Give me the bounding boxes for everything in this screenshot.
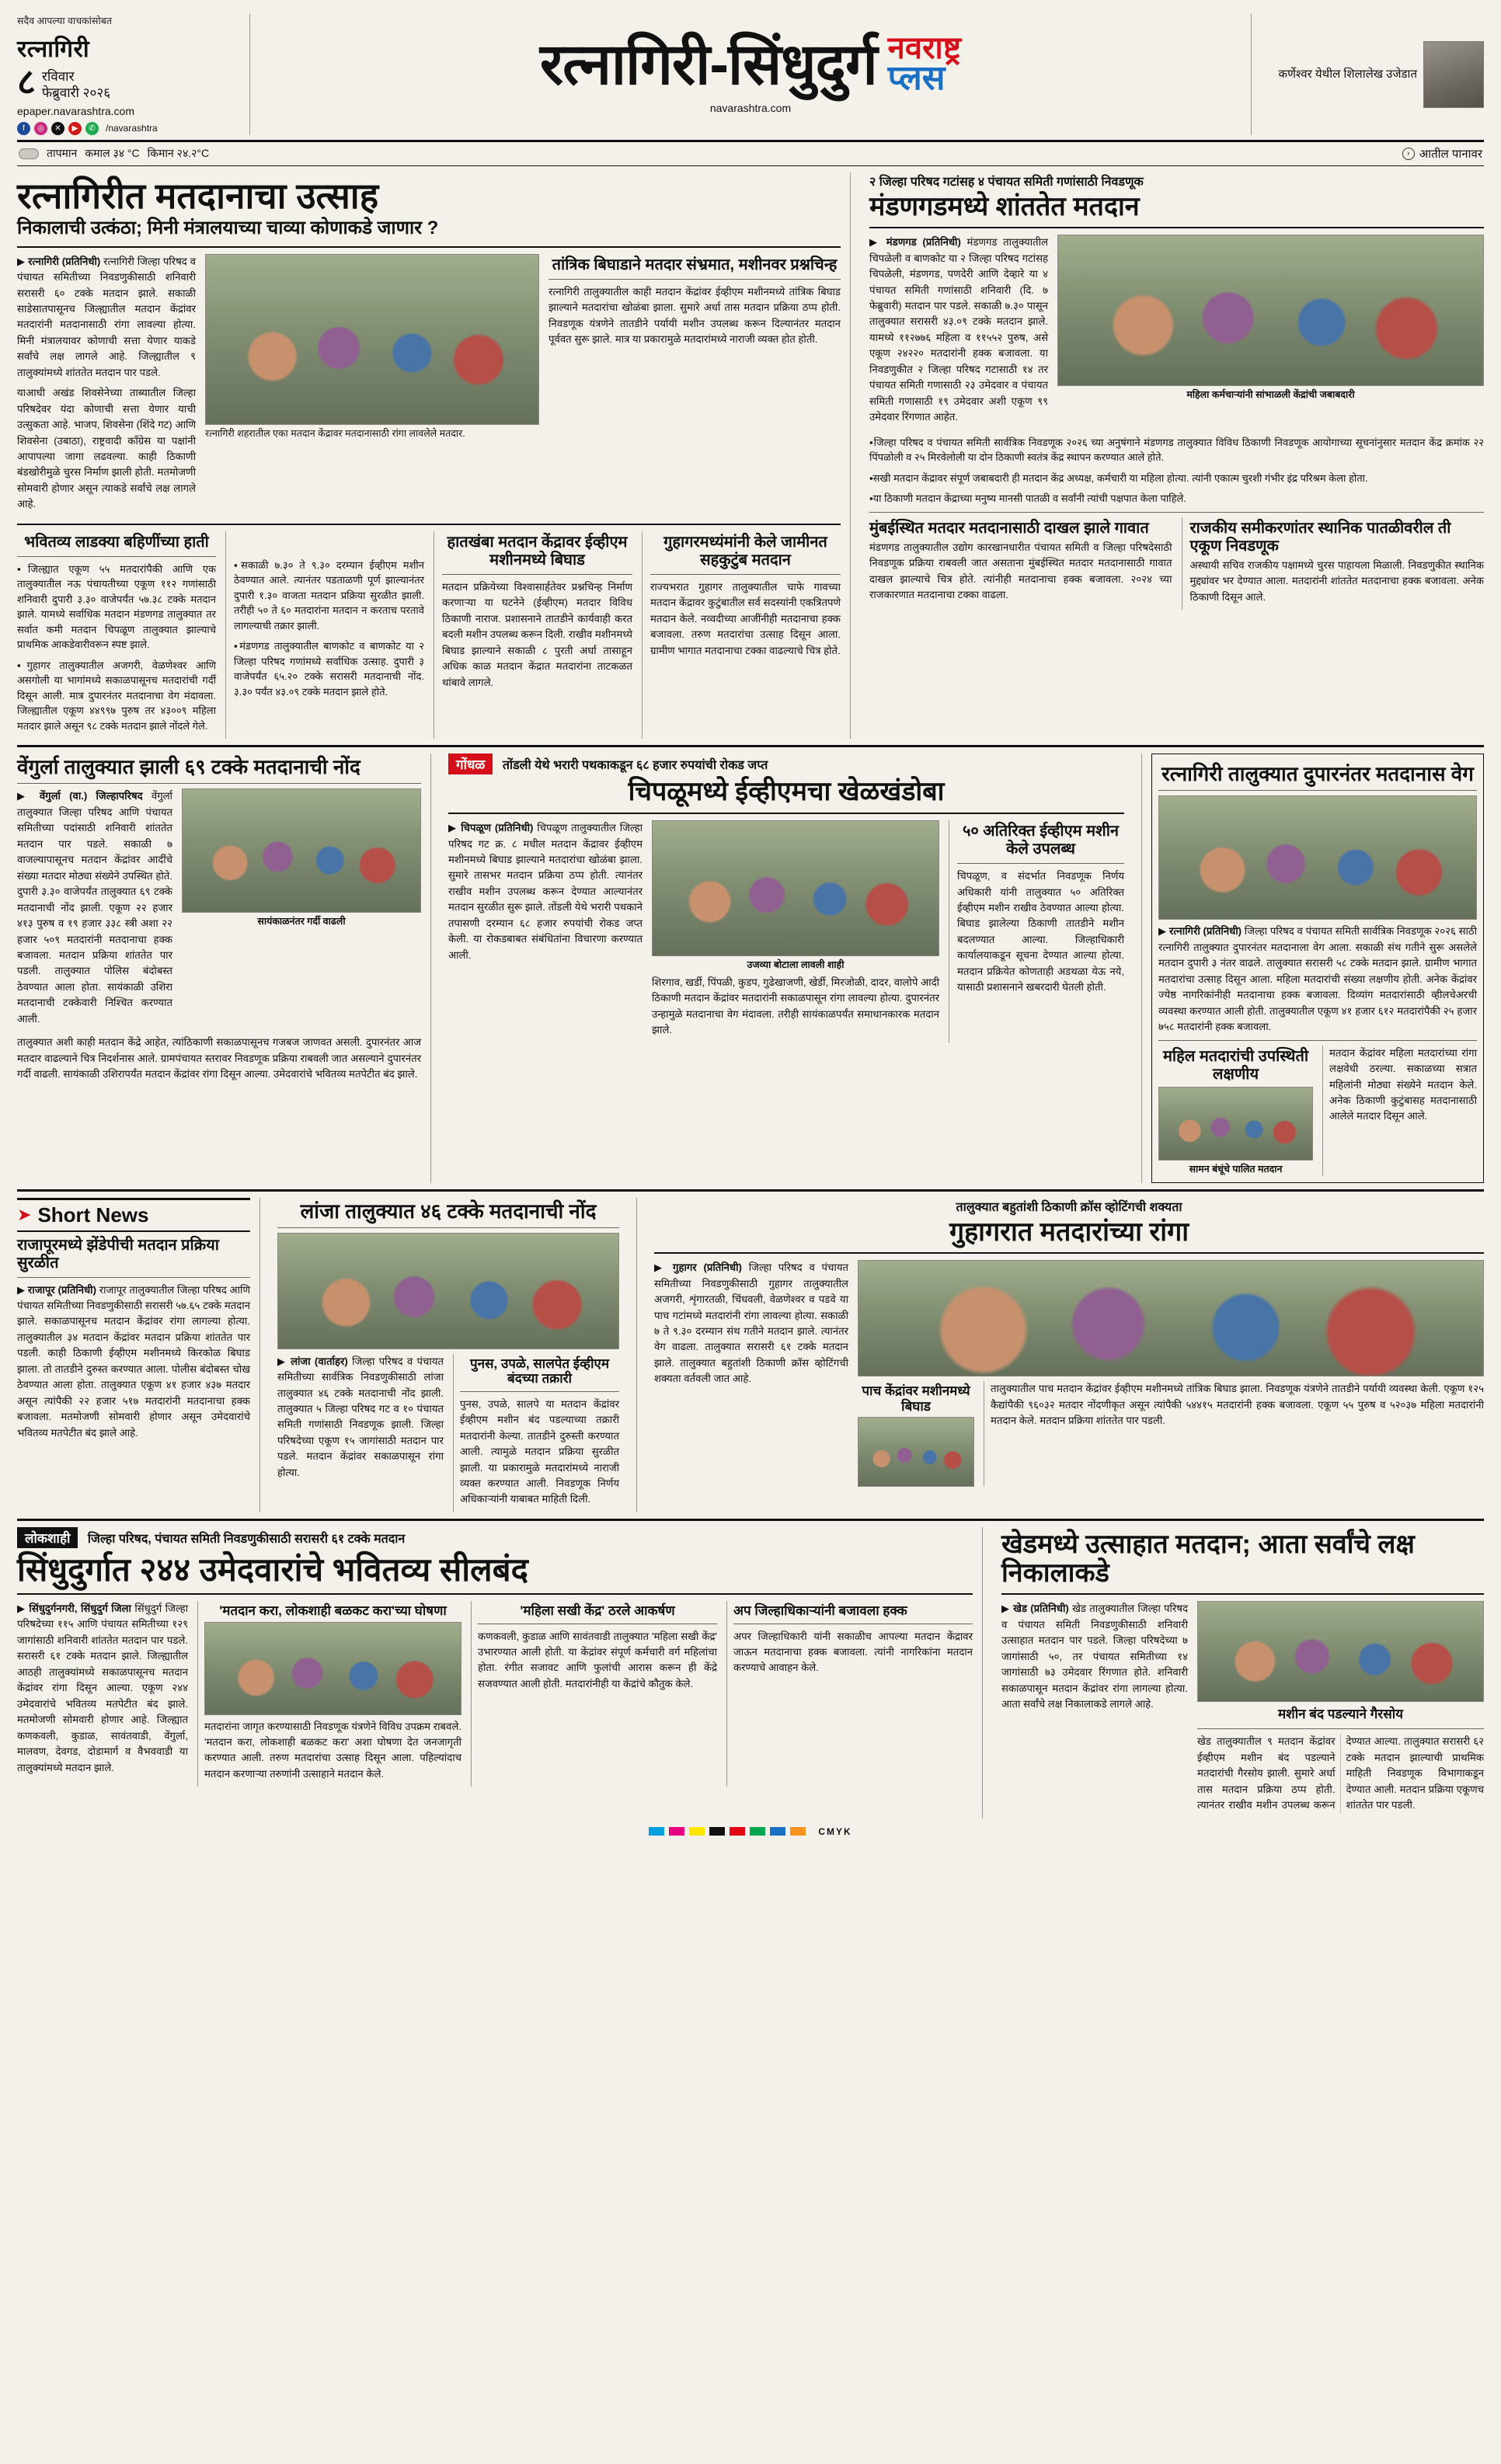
social-links bbox=[17, 122, 242, 135]
cmyk-label: CMYK bbox=[818, 1825, 852, 1837]
color-dot bbox=[649, 1827, 664, 1836]
ratnagiri-taluka-sub-right bbox=[1322, 1046, 1477, 1176]
guhagar-sub-headline: पाच केंद्रांवर मशीनमध्ये बिघाड bbox=[862, 1383, 970, 1414]
lokshahi-col-4 bbox=[726, 1601, 973, 1787]
lanja-para: ▶ लांजा (वार्ताहर) जिल्हा परिषद व पंचायत समितीच्या सार्वत्रिक निवडणुकीसाठी लांजा तालुक्यात ४६ टक्के मतदानाची नोंद झाली. तालुक्यात ५ जिल्हा परिषद गट व १० पंचायत समिती गणांसाठी निवडणूक झाली. जिल्हा परिषदेच्या एकूण १५ जागांसाठी मतदान पार पडले. मतदान केंद्रांवर सकाळपासून रांगा होत्या. bbox=[277, 1355, 444, 1478]
ratnagiri-taluka-para: ▶ रत्नागिरी (प्रतिनिधी) जिल्हा परिषद व पंचायत समिती सार्वत्रिक निवडणूक २०२६ साठी रत्नागिरी तालुक्यात दुपारनंतर मतदानाला वेग आला. सकाळी संथ गतीने सुरू असलेले मतदान दुपारी ३ नंतर वाढले. तालुक्यात सरासरी ५८ टक्के मतदान झाले. ग्रामीण भागात मतदारांचा उत्साह दिसून आला. महिला मतदारांची संख्या लक्षणीय होती. अनेक केंद्रांवर ज्येष्ठ नागरिकांनीही मतदानाचा हक्क बजावला. दिव्यांग मतदारांसाठी व्हीलचेअरची व्यवस्था करण्यात आली होती. तालुक्यातील एकूण ४१ हजार ६१२ मतदारांपैकी २५ हजार ७५८ मतदारांनी हक्क बजावला. bbox=[1158, 925, 1477, 1033]
lead-top-grid bbox=[17, 254, 841, 517]
list-item: ▪ जिल्हा परिषद व पंचायत समिती सार्वत्रिक निवडणूक २०२६ च्या अनुषंगाने मंडणगड तालुक्यात विविध ठिकाणी निवडणूक आयोगाच्या सूचनांनुसार मतदान केंद्र क्रमांक २२ पिंपळोली व २५ मिरवेलोली या दोन ठिकाणी स्वतंत्र केंद्र स्थापन करण्यात आले होते. bbox=[869, 435, 1484, 465]
row-four bbox=[17, 1527, 1484, 1818]
lokshahi-headline: सिंधुदुर्गात २४४ उमेदवारांचे भवितव्य सीलबंद bbox=[17, 1550, 528, 1588]
lead-tech-body: रत्नागिरी तालुक्यातील काही मतदान केंद्रांवर ईव्हीएम मशीनमध्ये तांत्रिक बिघाड झाल्याने मतदारांचा खोळंबा झाला. सुमारे अर्धा तास मतदान प्रक्रिया ठप्प होती. निवडणूक यंत्रणेने तातडीने पर्यायी मशीन उपलब्ध करून दिल्यानंतर मतदान पूर्ववत सुरू झाले. मात्र या प्रकारामुळे मतदारांमध्ये नाराजी व्यक्त होत होती. bbox=[549, 285, 841, 345]
list-item: ▪ सकाळी ७.३० ते ९.३० दरम्यान ईव्हीएम मशीन ठेवण्यात आले. त्यानंतर पडताळणी पूर्ण झाल्यानंतर दुपारी १.३० वाजता मतदान प्रक्रिया सुरळीत झाली. तरीही ५० ते ६० मतदारांना मतदान न करताच परतावे लागल्याची तक्रार झाली. bbox=[234, 558, 424, 634]
chiplun-sidebar-headline: ५० अतिरिक्त ईव्हीएम मशीन केले उपलब्ध bbox=[962, 823, 1120, 858]
ratnagiri-taluka-sub-left bbox=[1158, 1046, 1313, 1176]
guhagar-grid bbox=[654, 1260, 1484, 1487]
ratnagiri-taluka-sub bbox=[1158, 1046, 1477, 1176]
khed-story bbox=[992, 1527, 1484, 1818]
khed-text bbox=[1001, 1601, 1188, 1818]
weather-max: कमाल ३४ °C bbox=[85, 147, 140, 159]
short-news-title: Short News bbox=[37, 1202, 149, 1227]
khed-grid bbox=[1001, 1601, 1484, 1818]
arrow-right-icon: › bbox=[1402, 148, 1415, 160]
lead-bullets-2 bbox=[234, 558, 424, 700]
khed-headline: खेडमध्ये उत्साहात मतदान; आता सर्वांचे लक्ष निकालाकडे bbox=[1001, 1529, 1415, 1588]
guhagar-text bbox=[654, 1260, 848, 1487]
inside-page-link[interactable] bbox=[1402, 146, 1482, 162]
social-handle: /navarashtra bbox=[106, 123, 158, 134]
lokshahi-sub-body-2: कणकवली, कुडाळ आणि सावंतवाडी तालुक्यात 'महिला सखी केंद्र' उभारण्यात आली होती. या केंद्रांवर संपूर्ण कर्मचारी वर्ग महिलांचा होता. रंगीत सजावट आणि फुलांची आरास करून ही केंद्रे सजवण्यात आली होती. मतदारांनीही या केंद्रांचे कौतुक केले. bbox=[478, 1630, 717, 1690]
column-divider bbox=[982, 1527, 983, 1818]
vengurla-photo bbox=[182, 788, 421, 913]
short-news-headline: राजापूरमध्ये झेंडेपीची मतदान प्रक्रिया सुरळीत bbox=[17, 1236, 219, 1272]
lokshahi-col-3 bbox=[471, 1601, 717, 1787]
lanja-sub-headline: पुनस, उपळे, सालपेत ईव्हीएम बंदच्या तक्रारी bbox=[469, 1356, 610, 1387]
guhagar-sub-left bbox=[858, 1381, 974, 1487]
list-item: ▪ जिल्ह्यात एकूण ५५ मतदारांपैकी आणि एक तालुक्यातील नऊ पंचायतीच्या एकूण ११२ गणांसाठी शनिवारी दुपारी ३.३० वाजेपर्यंत ५७.३८ टक्के मतदान झाले. यामध्ये सर्वाधिक मतदान मंडणगड तालुक्यात तर सर्वात कमी मतदान चिपळूण तालुक्यात झाल्याचे प्राथमिक आकडेवारीवरून स्पष्ट झाले. bbox=[17, 562, 216, 653]
ratnagiri-taluka-sub-headline: महिल मतदारांची उपस्थिती लक्षणीय bbox=[1162, 1047, 1309, 1083]
lokshahi-grid bbox=[17, 1601, 973, 1787]
guhagar-sub bbox=[858, 1381, 1484, 1487]
ratnagiri-taluka-body: जिल्हा परिषद व पंचायत समिती सार्वत्रिक निवडणूक २०२६ साठी रत्नागिरी तालुक्यात दुपारनंतर मतदानाला वेग आला. सकाळी संथ गतीने सुरू असलेले मतदान दुपारी ३ नंतर वाढले. तालुक्यात सरासरी ५८ टक्के मतदान झाले. ग्रामीण भागात मतदारांचा उत्साह दिसून आला. महिला मतदारांची संख्या लक्षणीय होती. अनेक केंद्रांवर ज्येष्ठ नागरिकांनीही मतदानाचा हक्क बजावला. दिव्यांग मतदारांसाठी व्हीलचेअरची व्यवस्था करण्यात आली होती. तालुक्यातील एकूण ४१ हजार ६१२ मतदारांपैकी २५ हजार ७५८ मतदारांनी हक्क बजावला. bbox=[1158, 925, 1477, 1033]
facebook-icon[interactable]: f bbox=[17, 122, 30, 135]
masthead-logo bbox=[261, 31, 1240, 97]
masthead-brand-line1: नवराष्ट्र bbox=[887, 31, 962, 66]
lokshahi-kicker-row bbox=[17, 1527, 973, 1548]
lanja-story bbox=[270, 1198, 627, 1512]
masthead-left bbox=[17, 14, 250, 135]
lokshahi-dateline: सिंधुदुर्गनगरी, सिंधुदुर्ग जिला bbox=[29, 1602, 131, 1614]
list-item: ▪ मंडणगड तालुक्यातील बाणकोट व बाणकोट या २ जिल्हा परिषद गणांमध्ये सर्वाधिक उत्साह. दुपारी ३ वाजेपर्यंत ६५.२० टक्के सरासरी मतदानाची नोंद. ३.३० पर्यंत ४३.०९ टक्के मतदान झाले होते. bbox=[234, 639, 424, 699]
list-item: ▪ गुहागर तालुक्यातील अजगरी, वेळणेश्वर आणि असगोली या भागांमध्ये सकाळपासूनच मतदारांची गर्दी दिसून आली. मात्र दुपारनंतर मतदानाचा वेग मंदावला. जिल्ह्यातील एकूण ४४९९७ पुरुष तर ४३००९ महिला मतदार झाले असून ९८ टक्के मतदान झाले नोंदले गेले. bbox=[17, 658, 216, 734]
chiplun-kicker-row bbox=[448, 753, 1124, 774]
lead-para-1: ▶ रत्नागिरी (प्रतिनिधी) रत्नागिरी जिल्हा परिषद व पंचायत समितीच्या निवडणुकीसाठी शनिवारी सरासरी ६० टक्के मतदान झाले. सकाळी साडेसातपासूनच जिल्ह्यातील मतदान केंद्रांवर मतदारांनी मतदानासाठी रांगा लावल्या होत्या. मिनी मंत्रालयावर कोणाची सत्ता येणार याकडे सर्वांचे लक्ष लागले आहे. जिल्ह्यातील ९ तालुक्यांमध्ये शांततेत मतदान पार पडले. bbox=[17, 255, 196, 378]
vengurla-photo-caption: सायंकाळनंतर गर्दी वाढली bbox=[257, 916, 346, 927]
color-dot bbox=[669, 1827, 684, 1836]
lokshahi-sub-headline-3: अप जिल्हाधिकाऱ्यांनी बजावला हक्क bbox=[733, 1603, 907, 1618]
mandangad-kicker: २ जिल्हा परिषद गटांसह ४ पंचायत समिती गणांसाठी निवडणूक bbox=[869, 175, 1144, 189]
masthead-right bbox=[1251, 14, 1484, 135]
column-divider bbox=[1141, 753, 1142, 1182]
guhagar-sub-body: तालुक्यातील पाच मतदान केंद्रांवर ईव्हीएम मशीनमध्ये तांत्रिक बिघाड झाला. निवडणूक यंत्रणेने तातडीने पर्यायी व्यवस्था केली. एकूण १२५ कैद्यांपैकी ९६०३२ मतदार नोंदणीकृत असून त्यांपैकी ५४४१५ मतदारांनी हक्क बजावला. एकूण ५५ पुरुष व ५२०३७ महिला मतदारांनी मतदान केले. मतदान प्रक्रिया शांततेत पार पडली. bbox=[991, 1383, 1484, 1427]
masthead-thumbnail-image bbox=[1423, 41, 1484, 108]
lead-photo-block bbox=[205, 254, 539, 517]
masthead-epaper-url[interactable]: epaper.navarashtra.com bbox=[17, 104, 134, 117]
weather-label: तापमान bbox=[47, 147, 78, 159]
lead-tech-col bbox=[549, 254, 841, 517]
lead-story bbox=[17, 172, 841, 740]
lead-sub-headline-1: भवितव्य लाडक्या बहिणींच्या हाती bbox=[24, 533, 209, 551]
masthead-date: फेब्रुवारी २०२६ bbox=[41, 85, 111, 101]
mandangad-sub-body-left: मंडणगड तालुक्यातील उद्योग कारखानधारीत पंचायत समिती व जिल्हा परिषदेसाठी निवडणूक प्रक्रिया राबवली जात असताना मुंबईस्थित मतदार मतदानासाठी गावात दाखल झाल्याचे चित्र होते. त्यांनीही मतदानाचा हक्क बजावला. २०२४ च्या राजकारणात मतदानाचा टक्का वाढला. bbox=[869, 541, 1172, 601]
lead-body-2: याआधी अखंड शिवसेनेच्या ताब्यातील जिल्हा परिषदेवर यंदा कोणाची सत्ता येणार याची उत्सुकता आहे. भाजप, शिवसेना (शिंदे गट) आणि शिवसेना (उबाठा), राष्ट्रवादी काँग्रेस या पक्षांनी आपापल्या जागा लढवल्या. काही ठिकाणी बंडखोरीमुळे चुरस निर्माण झाली होती. मतमोजणी सोमवारी होणार असून त्याकडे सर्वांचे लक्ष लागले आहे. bbox=[17, 387, 196, 510]
chiplun-para: ▶ चिपळूण (प्रतिनिधी) चिपळूण तालुक्यातील जिल्हा परिषद गट क्र. ८ मधील मतदान केंद्रावर ईव्हीएम मशीनमध्ये बिघाड झाल्याने मतदारांचा खोळंबा झाला. सुमारे तासभर मतदान प्रक्रिया ठप्प होती. त्यानंतर राखीव मशीन उपलब्ध करून देण्यात आल्यानंतर मतदान सुरळीत सुरू झाले. तोंडली येथे भरारी पथकाने तपासणी दरम्यान ६८ हजार रुपयांची रोकड जप्त केली. या रोकडबाबत संबंधितांना विचारणा करण्यात आली. bbox=[448, 822, 643, 961]
instagram-icon[interactable]: ◎ bbox=[34, 122, 47, 135]
vengurla-story bbox=[17, 753, 421, 1182]
khed-para: ▶ खेड (प्रतिनिधी) खेड तालुक्यातील जिल्हा परिषद व पंचायत समिती निवडणुकीसाठी शनिवारी उत्साहात मतदान पार पडले. जिल्हा परिषदेच्या ७ जागांसाठी ५०, तर पंचायत समितीच्या १४ जागांसाठी ७३ उमेदवार रिंगणात होते. शनिवारी सकाळपासून मतदान केंद्रांवर रांगा लागल्या होत्या. आता सर्वांचे लक्ष निकालाकडे लागले आहे. bbox=[1001, 1603, 1188, 1711]
chiplun-kicker: तोंडली येथे भरारी पथकाकडून ६८ हजार रुपयांची रोकड जप्त bbox=[502, 759, 768, 773]
masthead-day-number: ८ bbox=[17, 61, 36, 102]
lead-sub-3 bbox=[434, 531, 632, 740]
khed-body: खेड तालुक्यातील जिल्हा परिषद व पंचायत समिती निवडणुकीसाठी शनिवारी उत्साहात मतदान पार पडले. जिल्हा परिषदेच्या ७ जागांसाठी ५०, तर पंचायत समितीच्या १४ जागांसाठी ७३ उमेदवार रिंगणात होते. शनिवारी सकाळपासून मतदान केंद्रांवर रांगा लागल्या होत्या. आता सर्वांचे लक्ष निकालाकडे लागले आहे. bbox=[1001, 1603, 1188, 1711]
lanja-headline: लांजा तालुक्यात ४६ टक्के मतदानाची नोंद bbox=[300, 1199, 597, 1223]
guhagar-dateline: गुहागर (प्रतिनिधी) bbox=[673, 1262, 742, 1274]
ratnagiri-taluka-photo bbox=[1158, 795, 1477, 920]
mandangad-sub-right bbox=[1182, 517, 1485, 610]
chiplun-dateline: चिपळूण (प्रतिनिधी) bbox=[461, 822, 534, 834]
lead-sub-1 bbox=[17, 531, 216, 740]
mandangad-photo bbox=[1057, 235, 1484, 386]
lokshahi-photo-1 bbox=[204, 1622, 461, 1715]
vengurla-para: ▶ वेंगुर्ला (वा.) जिल्हापरिषद वेंगुर्ला तालुक्यात जिल्हा परिषद आणि पंचायत समितीच्या पदांसाठी शनिवारी शांततेत मतदान पार पडले. सकाळी ७ वाजल्यापासूनच मतदान केंद्रांवर आदींचे संख्या मतदार मोठ्या संख्येने उपस्थित होते. दुपारी ३.३० वाजेपर्यंत तालुक्यात ६९ टक्के मतदानाची नोंद झाली. एकूण २२ हजार ४१३ पुरुष व १९ हजार ३३८ स्त्री अशा २२ हजार ५०९ मतदारांनी मतदानाचा हक्क बजावला. मतदान प्रक्रिया शांततेत पार पडली. तालुक्यात पोलिस बंदोबस्त ठेवण्यात आला होता. सायंकाळी उशिरा मतदानाची टक्केवारी निश्चित करण्यात आली. bbox=[17, 790, 172, 1025]
list-item: ▪ या ठिकाणी मतदान केंद्राच्या मनुष्य मानसी पातळी व सर्वांनी त्यांची पक्षपात केला पाहिले. bbox=[869, 491, 1484, 506]
lokshahi-body: सिंधुदुर्ग जिल्हा परिषदेच्या ११५ आणि पंचायत समितीच्या १२९ जागांसाठी शनिवारी शांततेत मतदान पार पडले. सरासरी ६१ टक्के मतदान झाले. जिल्ह्यातील आठही तालुक्यांमध्ये सकाळपासूनच मतदान केंद्रांवर रांगा दिसून आल्या. एकूण २४४ उमेदवारांचे भवितव्य मतपेटीत बंद झाले. मतमोजणी सोमवारी होणार आहे. जिल्ह्यात कणकवली, कुडाळ, सावंतवाडी, वेंगुर्ला, मालवण, देवगड, दोडामार्ग व वैभववाडी या तालुक्यांमध्ये मतदान झाले. bbox=[17, 1602, 188, 1773]
ratnagiri-taluka-headline: रत्नागिरी तालुक्यात दुपारनंतर मतदानास वेग bbox=[1161, 762, 1474, 786]
lead-subhead: निकालाची उत्कंठा; मिनी मंत्रालयाच्या चाव्या कोणाकडे जाणार ? bbox=[17, 217, 439, 238]
short-news-dateline: राजापूर (प्रतिनिधी) bbox=[27, 1283, 96, 1296]
weather-min: किमान २४.२°C bbox=[147, 147, 210, 159]
registration-marks bbox=[17, 1818, 1484, 1840]
guhagar-sub-photo bbox=[858, 1417, 974, 1487]
column-divider bbox=[850, 172, 851, 740]
lokshahi-sub-body-3: अपर जिल्हाधिकारी यांनी सकाळीच आपल्या मतदान केंद्रावर जाऊन मतदानाचा हक्क बजावला. त्यांनी नागरिकांना मतदान करण्याचे आवाहन केले. bbox=[733, 1630, 973, 1674]
row-three bbox=[17, 1198, 1484, 1512]
masthead-brand-line2: प्लस bbox=[887, 58, 946, 97]
mandangad-text bbox=[869, 235, 1048, 430]
mandangad-para: ▶ मंडणगड (प्रतिनिधी) मंडणगड तालुक्यातील चिपळेली व बाणकोट या २ जिल्हा परिषद गटांसह चिपळेली, मंडणगड, पणदेरी आणि देव्हारे या ४ पंचायत समिती गणांसाठी शनिवारी (दि. ७ फेब्रुवारी) मतदान पार पडले. सकाळी ७.३० पासून तालुक्यात सरासरी ४३.०९ टक्के मतदान झाले. यामध्ये ११२७७६ महिला व ११५५२ पुरुष, असे एकूण २४२२० मतदारांनी हक्क बजावला. या निवडणुकीत २ जिल्हा परिषद गटासाठी १४ तर पंचायत समिती गणासाठी २३ उमेदवार व पंचायत समिती गणासाठी १९ उमेदवार अशी एकूण ९९ उमेदवार रिंगणात आहेत. bbox=[869, 236, 1048, 423]
guhagar-photo-block bbox=[858, 1260, 1484, 1487]
lokshahi-photo-caption-1: 'मतदान करा, लोकशाही बळकट करा'च्या घोषणा bbox=[219, 1603, 447, 1618]
inside-page-label: आतील पानावर bbox=[1419, 147, 1482, 161]
short-news-block bbox=[17, 1198, 250, 1512]
lokshahi-text bbox=[17, 1601, 188, 1787]
column-divider bbox=[259, 1198, 260, 1512]
lead-dateline: रत्नागिरी (प्रतिनिधी) bbox=[28, 255, 101, 267]
color-dot bbox=[750, 1827, 765, 1836]
masthead-city: रत्नागिरी bbox=[17, 37, 90, 62]
mandangad-story bbox=[860, 172, 1484, 740]
mandangad-bullets bbox=[869, 435, 1484, 506]
youtube-icon[interactable]: ▶ bbox=[68, 122, 82, 135]
masthead-date-text bbox=[42, 65, 110, 102]
mandangad-dateline: मंडणगड (प्रतिनिधी) bbox=[886, 236, 961, 249]
ratnagiri-taluka-sub-body: मतदान केंद्रांवर महिला मतदारांच्या रांगा लक्षवेधी ठरल्या. सकाळच्या सत्रात महिलांनी मोठ्या संख्येने मतदान केले. अनेक ठिकाणी कुटुंबासह मतदानासाठी आलेले मतदार दिसून आले. bbox=[1329, 1046, 1477, 1122]
lokshahi-para: ▶ सिंधुदुर्गनगरी, सिंधुदुर्ग जिला सिंधुदुर्ग जिल्हा परिषदेच्या ११५ आणि पंचायत समितीच्या १२९ जागांसाठी शनिवारी शांततेत मतदान पार पडले. सरासरी ६१ टक्के मतदान झाले. जिल्ह्यातील आठही तालुक्यांमध्ये सकाळपासूनच मतदान केंद्रांवर रांगा दिसून आल्या. एकूण २४४ उमेदवारांचे भवितव्य मतपेटीत बंद झाले. मतमोजणी सोमवारी होणार आहे. जिल्ह्यात कणकवली, कुडाळ, सावंतवाडी, वेंगुर्ला, मालवण, देवगड, दोडामार्ग व वैभववाडी या तालुक्यांमध्ये मतदान झाले. bbox=[17, 1602, 188, 1773]
chiplun-label: गोंधळ bbox=[448, 753, 493, 774]
masthead bbox=[17, 14, 1484, 142]
vengurla-top bbox=[17, 788, 421, 1032]
cloud-icon bbox=[19, 148, 39, 159]
masthead-center bbox=[250, 14, 1251, 135]
mandangad-sub-body-right: अस्थायी सचिव राजकीय पक्षामध्ये चुरस पाहायला मिळाली. निवडणुकीत स्थानिक मुद्द्यांवर भर देण्यात आला. मतदारांनी शांततेत मतदानाचा हक्क बजावला. अनेक ठिकाणी दिसून आले. bbox=[1189, 559, 1484, 603]
short-news-header bbox=[17, 1198, 250, 1232]
lead-bullets-1 bbox=[17, 562, 216, 734]
vengurla-body: वेंगुर्ला तालुक्यात जिल्हा परिषद आणि पंचायत समितीच्या पदांसाठी शनिवारी शांततेत मतदान पार पडले. सकाळी ७ वाजल्यापासूनच मतदान केंद्रांवर आदींचे संख्या मतदार मोठ्या संख्येने उपस्थित होते. दुपारी ३.३० वाजेपर्यंत तालुक्यात ६९ टक्के मतदानाची नोंद झाली. एकूण २२ हजार ४१३ पुरुष व १९ हजार ३३८ स्त्री अशा २२ हजार ५०९ मतदारांनी मतदानाचा हक्क बजावला. मतदान प्रक्रिया शांततेत पार पडली. तालुक्यात पोलिस बंदोबस्त ठेवण्यात आला होता. सायंकाळी उशिरा मतदानाची टक्केवारी निश्चित करण्यात आली. bbox=[17, 790, 172, 1025]
masthead-website[interactable]: navarashtra.com bbox=[709, 102, 792, 115]
lanja-photo bbox=[277, 1233, 619, 1349]
twitter-x-icon[interactable]: ✕ bbox=[51, 122, 64, 135]
short-news-body: राजापूर तालुक्यातील जिल्हा परिषद आणि पंचायत समितीच्या निवडणुकीसाठी सरासरी ५७.६५ टक्के मतदान झाले. सकाळपासूनच मतदान केंद्रांवर रांगा लागल्या होत्या. तालुक्यातील ३४ मतदान केंद्रांवर मतदान प्रक्रिया शांततेत पार पडली. काही ठिकाणी ईव्हीएम मशीनमध्ये किरकोळ बिघाड झाला. तो तातडीने दुरुस्त करण्यात आला. पोलीस बंदोबस्त चोख ठेवण्यात आला होता. तालुक्यात एकूण ४१ हजार ४३७ मतदार असून त्यांपैकी २२ हजार ५१७ मतदारांनी मतदानाचा हक्क बजावला. मतमोजणी सोमवारी होणार असून उमेदवारांचे भवितव्य मतपेटीत बंद झाले आहे. bbox=[17, 1283, 250, 1439]
lokshahi-photo-caption-2: 'महिला सखी केंद्र' ठरले आकर्षण bbox=[520, 1603, 675, 1618]
masthead-weekday: रविवार bbox=[41, 69, 75, 84]
lead-tech-headline: तांत्रिक बिघाडाने मतदार संभ्रमात, मशीनवर प्रश्नचिन्ह bbox=[552, 256, 838, 273]
mandangad-subs bbox=[869, 517, 1484, 610]
mandangad-top bbox=[869, 235, 1484, 430]
vengurla-text bbox=[17, 788, 172, 1032]
mandangad-headline: मंडणगडमध्ये शांततेत मतदान bbox=[869, 191, 1140, 221]
chiplun-photo bbox=[652, 820, 939, 956]
ratnagiri-taluka-sub-photo bbox=[1158, 1087, 1313, 1161]
color-dot bbox=[689, 1827, 705, 1836]
lokshahi-story bbox=[17, 1527, 973, 1818]
khed-dateline: खेड (प्रतिनिधी) bbox=[1013, 1603, 1069, 1615]
masthead-right-note: कर्णेश्वर येथील शिलालेख उजेडात bbox=[1278, 67, 1417, 81]
lanja-sub-body: पुनस, उपळे, सालपे या मतदान केंद्रांवर ईव्हीएम मशीन बंद पडल्याच्या तक्रारी मतदारांनी केल्या. तातडीने दुरुस्ती करण्यात आली. त्यामुळे मतदान प्रक्रिया सुरळीत झाली. या प्रकारामुळे मतदारांमध्ये नाराजी व्यक्त करण्यात आली. निवडणूक निर्णय अधिकाऱ्यांनी याबाबत माहिती दिली. bbox=[460, 1397, 619, 1505]
lead-sub-2 bbox=[225, 531, 424, 740]
chiplun-photo-block bbox=[652, 820, 939, 1043]
lanja-col-right bbox=[453, 1354, 619, 1512]
chiplun-photo-caption: उजव्या बोटाला लावली शाही bbox=[747, 959, 845, 971]
color-dot bbox=[730, 1827, 745, 1836]
lead-photo bbox=[205, 254, 539, 425]
lanja-dateline: लांजा (वार्ताहर) bbox=[291, 1355, 348, 1367]
mandangad-sub-left bbox=[869, 517, 1172, 610]
lokshahi-kicker: जिल्हा परिषद, पंचायत समिती निवडणुकीसाठी सरासरी ६१ टक्के मतदान bbox=[87, 1532, 406, 1546]
lokshahi-label: लोकशाही bbox=[17, 1527, 78, 1548]
lanja-col-left bbox=[277, 1354, 444, 1512]
color-dot bbox=[709, 1827, 725, 1836]
chiplun-story bbox=[441, 753, 1132, 1182]
list-item: ▪ सखी मतदान केंद्रावर संपूर्ण जबाबदारी ही मतदान केंद्र अध्यक्ष, कर्मचारी या महिला होत्या. त्यांनी एकात्म चुरशी गंभीर इंद्र परिश्रम केला होता. bbox=[869, 471, 1484, 486]
khed-photo bbox=[1197, 1601, 1484, 1702]
mandangad-body: मंडणगड तालुक्यातील चिपळेली व बाणकोट या २ जिल्हा परिषद गटांसह चिपळेली, मंडणगड, पणदेरी आणि देव्हारे या ४ पंचायत समिती गणांसाठी शनिवारी (दि. ७ फेब्रुवारी) मतदान पार पडले. सकाळी ७.३० पासून तालुक्यात सरासरी ४३.०९ टक्के मतदान झाले. यामध्ये ११२७७६ महिला व ११५५२ पुरुष, असे एकूण २४२२० मतदारांनी हक्क बजावला. या निवडणुकीत २ जिल्हा परिषद गटासाठी १४ तर पंचायत समिती गणासाठी २३ उमेदवार व पंचायत समिती गणासाठी १९ उमेदवार अशी एकूण ९९ उमेदवार रिंगणात आहेत. bbox=[869, 236, 1048, 423]
guhagar-kicker: तालुक्यात बहुतांशी ठिकाणी क्रॉस व्होटिंगची शक्यता bbox=[956, 1200, 1182, 1214]
row-two bbox=[17, 753, 1484, 1182]
guhagar-para: ▶ गुहागर (प्रतिनिधी) जिल्हा परिषद व पंचायत समितीच्या निवडणुकीसाठी गुहागर तालुक्यातील अजगरी, शृंगारतळी, चिंधवली, वेळणेश्वर व पडवे या पाच गटांमध्ये मतदारांनी रांगा लावल्या होत्या. सकाळी ७ ते ९.३० दरम्यान संथ गतीने मतदान झाले. त्यानंतर वेग वाढला. तालुक्यात सरासरी ६१ टक्के मतदान झाले. तालुक्यात बहुतांशी ठिकाणी क्रॉस व्होटिंगची शक्यता वर्तवली जात आहे. bbox=[654, 1262, 848, 1385]
vengurla-photo-block bbox=[182, 788, 421, 1032]
chiplun-sidebar-body: चिपळूण, व संदर्भात निवडणूक निर्णय अधिकारी यांनी तालुक्यात ५० अतिरिक्त ईव्हीएम मशीन राखीव ठेवण्यात आल्या होत्या. बिघाड झालेल्या ठिकाणी तातडीने मशीन बदलण्यात आल्या. जिल्हाधिकारी कार्यालयाकडून सूचना देण्यात आल्या होत्या. मतदान प्रक्रियेत कोणताही अडथळा येऊ नये, यासाठी प्रशासनाने खबरदारी घेतली होती. bbox=[957, 870, 1124, 994]
lead-guhagar-body: राज्यभरात गुहागर तालुक्यातील चाफे गावच्या मतदान केंद्रावर कुटुंबातील सर्व सदस्यांनी एकत्रितपणे मतदान केले. नव्वदीच्या आजींनीही मतदानाचा हक्क बजावला. तरुण मतदारांचा उत्साह दिसून आला. ग्रामीण भागात मतदानाचा टक्का वाढल्याचे चित्र होते. bbox=[650, 580, 841, 656]
lead-body-1: रत्नागिरी जिल्हा परिषद व पंचायत समितीच्या निवडणुकीसाठी शनिवारी सरासरी ६० टक्के मतदान झाले. सकाळी साडेसातपासूनच जिल्ह्यातील मतदान केंद्रांवर मतदारांनी मतदानासाठी रांगा लावल्या होत्या. मिनी मंत्रालयावर कोणाची सत्ता येणार याकडे सर्वांचे लक्ष लागले आहे. जिल्ह्यातील ९ तालुक्यांमध्ये शांततेत मतदान पार पडले. bbox=[17, 255, 196, 378]
mandangad-sub-headline-left: मुंबईस्थित मतदार मतदानासाठी दाखल झाले गावात bbox=[869, 519, 1149, 537]
khed-photo-caption: मशीन बंद पडल्याने गैरसोय bbox=[1278, 1707, 1403, 1722]
chiplun-sidebar bbox=[949, 820, 1124, 1043]
khed-photo-block bbox=[1197, 1601, 1484, 1818]
vengurla-dateline: वेंगुर्ला (वा.) जिल्हापरिषद bbox=[39, 790, 143, 802]
lead-text-col bbox=[17, 254, 196, 517]
ratnagiri-taluka-sub-caption: सामन बंधूंचे पालित मतदान bbox=[1189, 1163, 1283, 1175]
short-news-para: ▶ राजापूर (प्रतिनिधी) राजापूर तालुक्यातील जिल्हा परिषद आणि पंचायत समितीच्या निवडणुकीसाठी सरासरी ५७.६५ टक्के मतदान झाले. सकाळपासूनच मतदान केंद्रांवर रांगा लागल्या होत्या. तालुक्यातील ३४ मतदान केंद्रांवर मतदान प्रक्रिया शांततेत पार पडली. काही ठिकाणी ईव्हीएम मशीनमध्ये किरकोळ बिघाड झाला. तो तातडीने दुरुस्त करण्यात आला. पोलीस बंदोबस्त चोख ठेवण्यात आला होता. तालुक्यात एकूण ४१ हजार ४३७ मतदार असून त्यांपैकी २२ हजार ५१७ मतदारांनी मतदानाचा हक्क बजावला. मतमोजणी सोमवारी होणार असून उमेदवारांचे भवितव्य मतपेटीत बंद झाले आहे. bbox=[17, 1283, 250, 1439]
lead-ivm-body: मतदान प्रक्रियेच्या विश्वासार्हतेवर प्रश्नचिन्ह निर्माण करणाऱ्या या घटनेने (ईव्हीएम) मतदार विविध ठिकाणी नाराज. प्रशासनाने तातडीने कार्यवाही करत बदली मशीन उपलब्ध करून दिली. राखीव मशीनमध्ये बिघाड झाल्याने सकाळी ८ पुरती अर्धा तासाहून अधिक काळ मतदान केंद्रात मतदारांना ताटकळत थांबावे लागले. bbox=[442, 580, 632, 688]
guhagar-body: जिल्हा परिषद व पंचायत समितीच्या निवडणुकीसाठी गुहागर तालुक्यातील अजगरी, शृंगारतळी, चिंधवली, वेळणेश्वर व पडवे या पाच गटांमध्ये मतदारांनी रांगा लावल्या होत्या. सकाळी ७ ते ९.३० दरम्यान संथ गतीने मतदान झाले. त्यानंतर वेग वाढला. तालुक्यात सरासरी ६१ टक्के मतदान झाले. तालुक्यात बहुतांशी ठिकाणी क्रॉस व्होटिंगची शक्यता वर्तवली जात आहे. bbox=[654, 1262, 848, 1385]
masthead-logo-title: रत्नागिरी-सिंधुदुर्ग bbox=[539, 31, 877, 96]
lokshahi-col-2 bbox=[197, 1601, 461, 1787]
chiplun-text bbox=[448, 820, 643, 1043]
weather-bar bbox=[17, 142, 1484, 166]
lead-sub-4 bbox=[642, 531, 841, 740]
chiplun-body: चिपळूण तालुक्यातील जिल्हा परिषद गट क्र. ८ मधील मतदान केंद्रावर ईव्हीएम मशीनमध्ये बिघाड झाल्याने मतदारांचा खोळंबा झाला. सुमारे तासभर मतदान प्रक्रिया ठप्प होती. त्यानंतर राखीव मशीन उपलब्ध करून देण्यात आल्यानंतर मतदान सुरळीत सुरू झाले. तोंडली येथे भरारी पथकाने तपासणी दरम्यान ६८ हजार रुपयांची रोकड जप्त केली. या रोकडबाबत संबंधितांना विचारणा करण्यात आली. bbox=[448, 822, 643, 961]
lanja-body: जिल्हा परिषद व पंचायत समितीच्या सार्वत्रिक निवडणुकीसाठी लांजा तालुक्यात ४६ टक्के मतदानाची नोंद झाली. तालुक्यात ५ जिल्हा परिषद गट व १० पंचायत समिती गणांसाठी निवडणूक झाली. जिल्हा परिषदेच्या एकूण १५ जागांसाठी मतदान पार पडले. मतदान केंद्रांवर सकाळपासून रांगा होत्या. bbox=[277, 1355, 444, 1478]
masthead-tagline: सदैव आपल्या वाचकांसोबत bbox=[17, 16, 112, 26]
lead-headline: रत्नागिरीत मतदानाचा उत्साह bbox=[17, 175, 379, 216]
row-lead bbox=[17, 172, 1484, 740]
vengurla-headline: वेंगुर्ला तालुक्यात झाली ६९ टक्के मतदानाची नोंद bbox=[17, 755, 360, 779]
vengurla-body-2: तालुक्यात अशी काही मतदान केंद्रे आहेत, त्यांठिकाणी सकाळपासूनच गजबज जाणवत असली. दुपारनंतर आज मतदार वाढल्याने चित्र निदर्शनास आले. ग्रामपंचायत स्तरावर निवडणूक प्रक्रिया राबवली जात असल्याने दुपारनंतर गर्दी वाढली. सायंकाळी उशिरापर्यंत मतदान केंद्रांवर रांगा दिसून आल्या. उमेदवारांचे भवितव्य मतपेटीत बंद झाले. bbox=[17, 1036, 421, 1081]
column-divider bbox=[430, 753, 431, 1182]
arrow-right-icon: ➤ bbox=[17, 1205, 32, 1224]
color-dot bbox=[790, 1827, 806, 1836]
chiplun-body-2: शिरगाव, खर्डी, पिंपळी, कुडप, गुढेखाजणी, खेर्डी, मिरजोळी, दादर, वालोपे आदी ठिकाणी मतदान केंद्रांवर मतदारांनी सकाळपासून रांगा लावल्या होत्या. दुपारनंतर उन्हामुळे मतदानाचा वेग मंदावला. तरीही सायंकाळपर्यंत समाधानकारक मतदान झाले. bbox=[652, 976, 939, 1036]
ratnagiri-taluka-dateline: रत्नागिरी (प्रतिनिधी) bbox=[1168, 925, 1242, 938]
masthead-date-row bbox=[17, 61, 242, 102]
lead-sub-headline-2: हातखंबा मतदान केंद्रावर ईव्हीएम मशीनमध्ये बिघाड bbox=[447, 533, 628, 569]
lead-photo-caption: रत्नागिरी शहरातील एका मतदान केंद्रावर मतदानासाठी रांगा लावलेले मतदार. bbox=[205, 427, 465, 439]
guhagar-story bbox=[646, 1198, 1484, 1512]
guhagar-photo bbox=[858, 1260, 1484, 1376]
lead-sub-headline-3: गुहागरमध्यंमांनी केले जामीनत सहकुटुंब मतदान bbox=[663, 533, 827, 569]
mandangad-sub-headline-right: राजकीय समीकरणांतर स्थानिक पातळीवरील ती एकूण निवडणूक bbox=[1189, 519, 1451, 555]
chiplun-grid bbox=[448, 820, 1124, 1043]
mandangad-photo-block bbox=[1057, 235, 1484, 430]
guhagar-sub-right bbox=[984, 1381, 1484, 1487]
column-divider bbox=[636, 1198, 637, 1512]
ratnagiri-taluka-story bbox=[1151, 753, 1484, 1182]
masthead-brand bbox=[887, 31, 962, 97]
guhagar-headline: गुहागरात मतदारांच्या रांगा bbox=[949, 1216, 1189, 1247]
lanja-cols bbox=[277, 1354, 619, 1512]
lead-bottom-grid bbox=[17, 531, 841, 740]
whatsapp-icon[interactable]: ✆ bbox=[85, 122, 99, 135]
color-dot bbox=[770, 1827, 785, 1836]
chiplun-headline: चिपळूमध्ये ईव्हीएमचा खेळखंडोबा bbox=[628, 777, 945, 807]
lokshahi-sub-body-1: मतदारांना जागृत करण्यासाठी निवडणूक यंत्रणेने विविध उपक्रम राबवले. 'मतदान करा, लोकशाही बळकट करा' अशा घोषणा देत जनजागृती करण्यात आली. तरुण मतदारांचा उत्साह दिसून आला. पहिल्यांदाच मतदान करणाऱ्या तरुणांनी उत्साहाने मतदान केले. bbox=[204, 1720, 461, 1780]
khed-sub-body: खेड तालुक्यातील ९ मतदान केंद्रांवर ईव्हीएम मशीन बंद पडल्याने मतदारांची गैरसोय झाली. सुमारे अर्धा तास मतदान प्रक्रिया ठप्प होती. त्यानंतर राखीव मशीन उपलब्ध करून देण्यात आल्या. तालुक्यात सरासरी ६२ टक्के मतदान झाल्याची प्राथमिक माहिती निवडणूक विभागाकडून देण्यात आली. मतदान प्रक्रिया एकूणच शांततेत पार पडली. bbox=[1197, 1735, 1484, 1811]
mandangad-photo-caption: महिला कर्मचाऱ्यांनी सांभाळली केंद्रांची जबाबदारी bbox=[1186, 389, 1355, 401]
